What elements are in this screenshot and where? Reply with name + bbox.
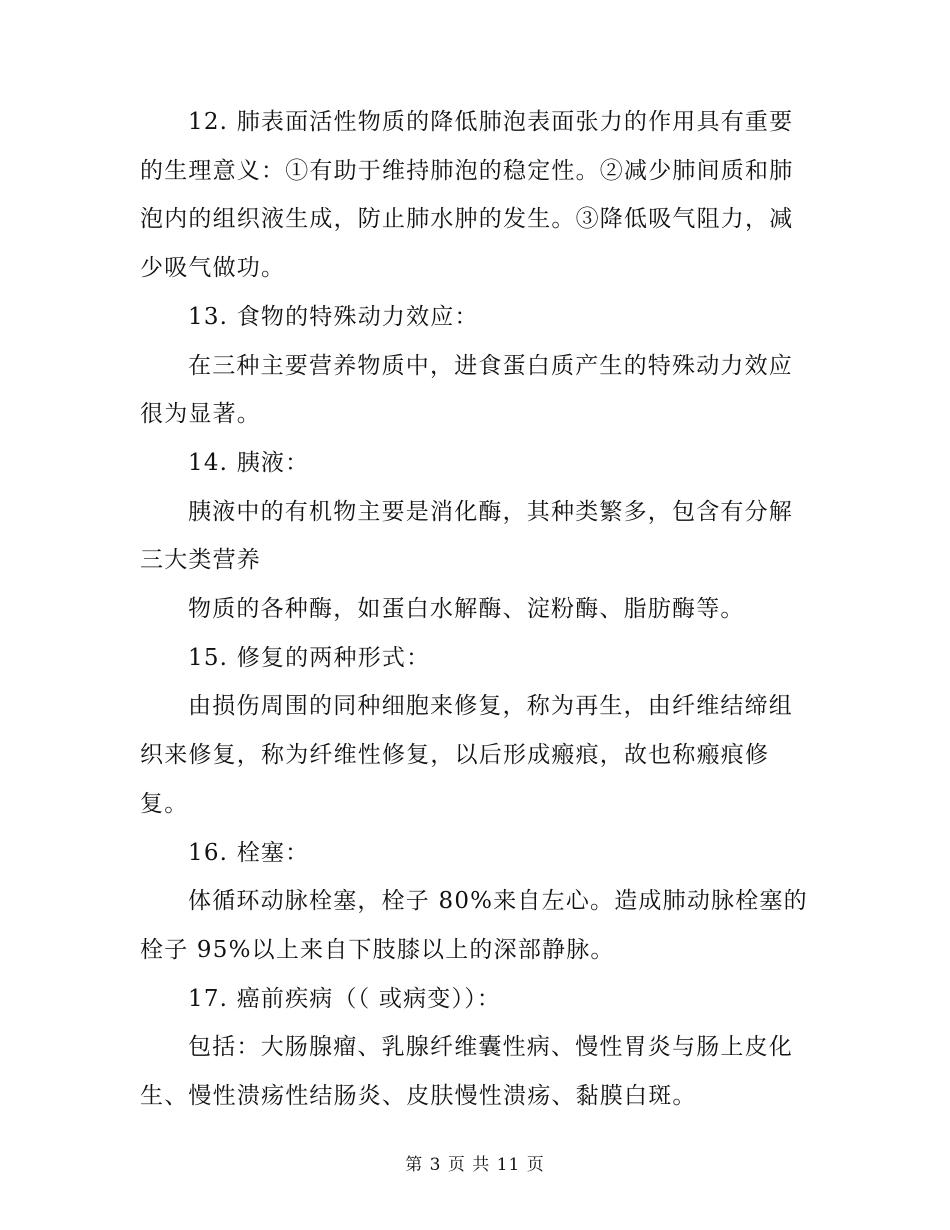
heading-15-repair-forms: 15. 修复的两种形式：: [188, 644, 431, 671]
heading-16-embolism: 16. 栓塞：: [188, 839, 310, 866]
heading-14-pancreatic-juice: 14. 胰液：: [188, 449, 310, 476]
paragraph-17-body: 包括：大肠腺瘤、乳腺纤维囊性病、慢性胃炎与肠上皮化生、慢性溃疡性结肠炎、皮肤慢性溃疡、黏膜白斑。: [140, 1034, 793, 1110]
page-number-footer: 第 3 页 共 11 页: [405, 1155, 545, 1175]
document-body: [140, 98, 812, 1121]
paragraph-14-body-line2: 物质的各种酶，如蛋白水解酶、淀粉酶、脂肪酶等。: [188, 596, 745, 623]
paragraph-14-body-line1: 胰液中的有机物主要是消化酶，其种类繁多，包含有分解三大类营养: [140, 498, 793, 574]
paragraph-12-surfactant: 12. 肺表面活性物质的降低肺泡表面张力的作用具有重要的生理意义：①有助于维持肺泡的稳定性。②减少肺间质和肺泡内的组织液生成，防止肺水肿的发生。③降低吸气阻力，减少吸气做功。: [140, 109, 794, 282]
paragraph-16-body: 体循环动脉栓塞，栓子 80%来自左心。造成肺动脉栓塞的栓子 95%以上来自下肢膝以上的深部静脉。: [140, 888, 808, 963]
paragraph-15-body: 由损伤周围的同种细胞来修复，称为再生，由纤维结缔组织来修复，称为纤维性修复，以后形成瘢痕，故也称瘢痕修复。: [140, 693, 793, 817]
heading-17-precancerous: 17. 癌前疾病（（ 或病变））：: [188, 985, 502, 1012]
paragraph-13-body: 在三种主要营养物质中，进食蛋白质产生的特殊动力效应很为显著。: [140, 352, 793, 428]
heading-13-specific-dynamic-action: 13. 食物的特殊动力效应：: [188, 303, 479, 330]
